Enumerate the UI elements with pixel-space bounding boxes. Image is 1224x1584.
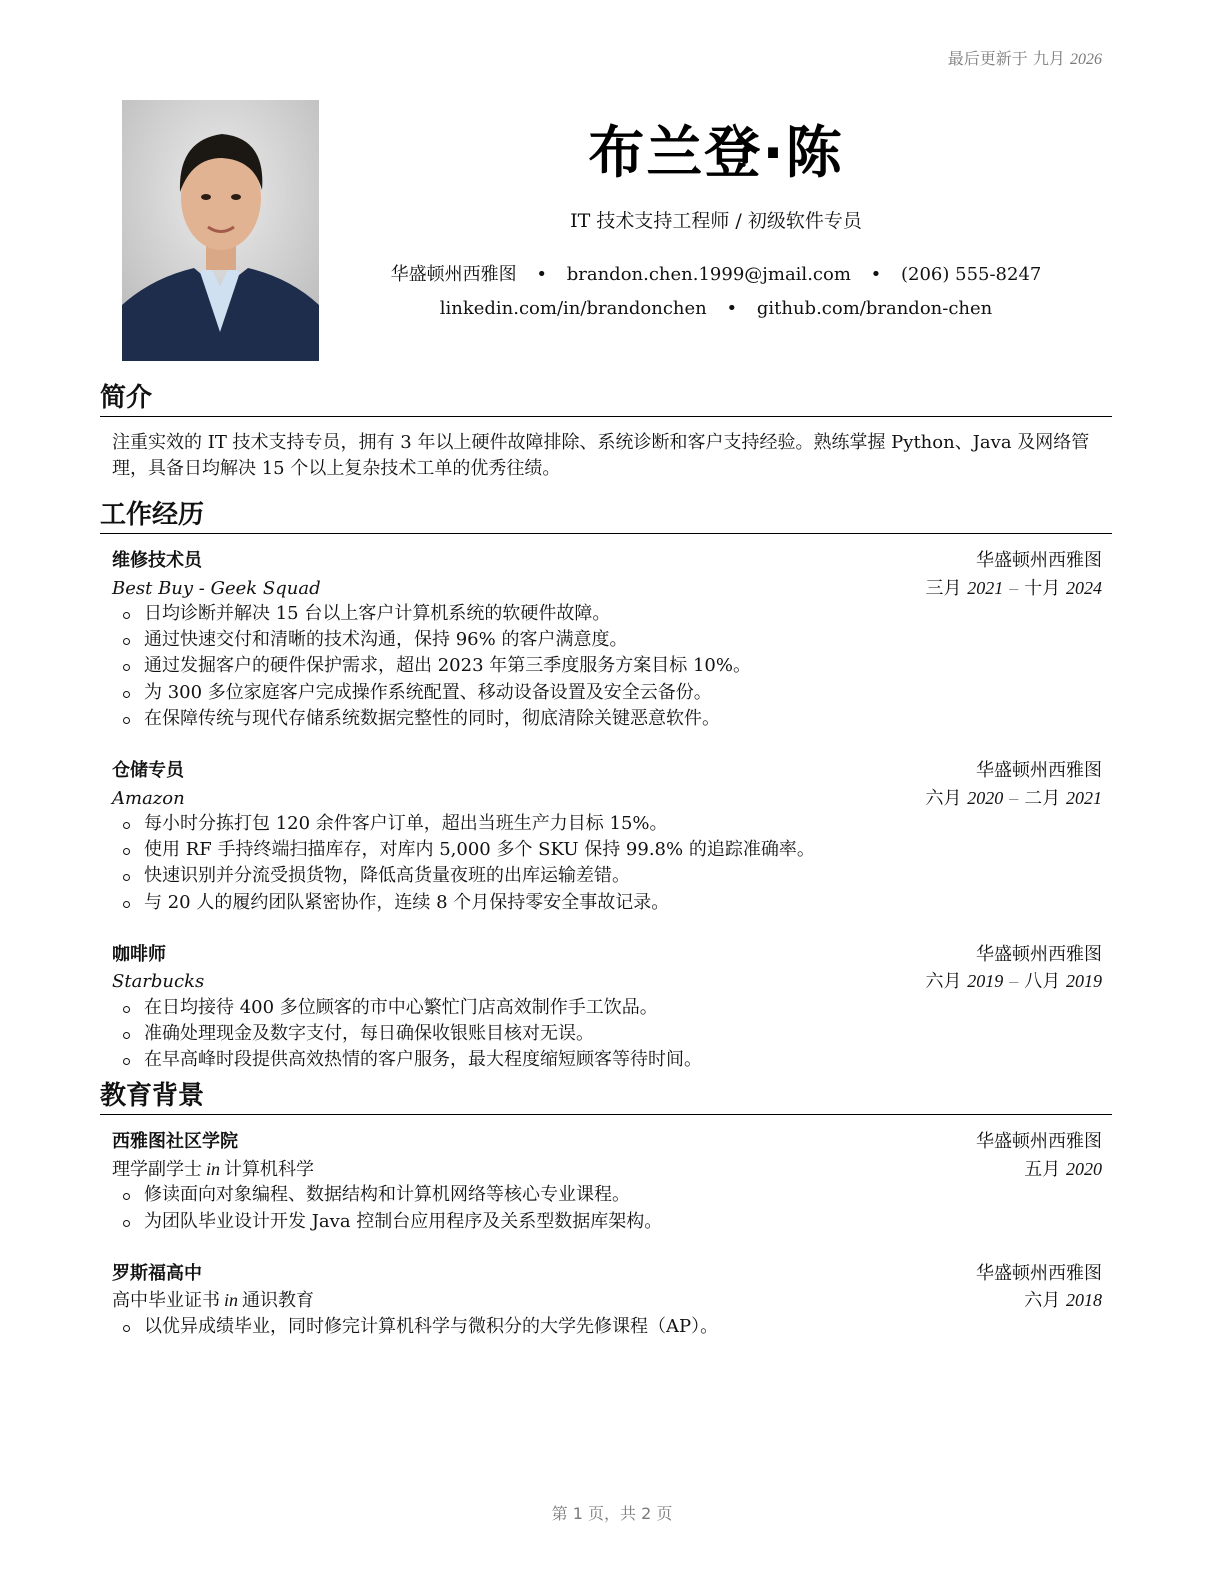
job-company: Amazon — [112, 787, 185, 809]
profile-photo — [122, 100, 319, 361]
summary-text: 注重实效的 IT 技术支持专员，拥有 3 年以上硬件故障排除、系统诊断和客户支持经验。熟练掌握 Python、Java 及网络管理，具备日均解决 15 个以上复杂技术工单的优秀往绩。 — [112, 432, 1090, 479]
experience-list — [100, 548, 1112, 1073]
job-bullets — [112, 601, 1102, 732]
bullet-item: 修读面向对象编程、数据结构和计算机网络等核心专业课程。 — [112, 1182, 1102, 1208]
experience-heading: 工作经历 — [100, 498, 1112, 534]
start-year: 2019 — [967, 971, 1004, 992]
phone-text: (206) 555-8247 — [901, 264, 1042, 285]
page-number: 第 1 页，共 2 页 — [551, 1504, 673, 1523]
bullet-item: 通过发掘客户的硬件保护需求，超出 2023 年第三季度服务方案目标 10%。 — [112, 653, 1102, 679]
linkedin-link[interactable]: linkedin.com/in/brandonchen — [439, 298, 707, 319]
school-location: 华盛顿州西雅图 — [976, 1262, 1102, 1284]
job-bullets — [112, 811, 1102, 916]
bullet-item: 与 20 人的履约团队紧密协作，连续 8 个月保持零安全事故记录。 — [112, 890, 1102, 916]
start-month: 六月 — [925, 787, 962, 809]
end-year: 2019 — [1066, 971, 1102, 992]
grad-month: 五月 — [1024, 1158, 1061, 1180]
degree-in: in — [206, 1158, 221, 1179]
degree-line — [112, 1287, 314, 1314]
summary-heading: 简介 — [100, 381, 1112, 417]
separator-dot: • — [726, 298, 738, 319]
grad-month: 六月 — [1024, 1290, 1061, 1312]
start-year: 2020 — [967, 787, 1004, 808]
job-dates: 三月 2021 – 十月 2024 — [925, 577, 1102, 599]
school-name: 罗斯福高中 — [112, 1262, 202, 1284]
last-updated-year: 2026 — [1070, 51, 1102, 68]
separator-dot: • — [536, 264, 547, 285]
start-month: 三月 — [925, 577, 962, 599]
bullet-item: 为团队毕业设计开发 Java 控制台应用程序及关系型数据库架构。 — [112, 1209, 1102, 1235]
school-name: 西雅图社区学院 — [112, 1131, 238, 1153]
candidate-title: IT 技术支持工程师 / 初级软件专员 — [570, 210, 862, 232]
end-year: 2024 — [1066, 577, 1102, 598]
end-month: 二月 — [1024, 787, 1061, 809]
job-role: 仓储专员 — [112, 760, 184, 782]
education-list — [100, 1129, 1112, 1340]
job-role: 咖啡师 — [112, 943, 166, 965]
experience-entry — [112, 758, 1102, 916]
resume-header — [330, 112, 1102, 322]
degree-field: 计算机科学 — [224, 1158, 315, 1180]
job-company: Best Buy - Geek Squad — [112, 577, 321, 599]
end-month: 八月 — [1024, 971, 1061, 993]
start-year: 2021 — [967, 577, 1004, 598]
job-bullets — [112, 995, 1102, 1074]
degree-field: 通识教育 — [242, 1290, 315, 1312]
location-text: 华盛顿州西雅图 — [390, 264, 517, 285]
bullet-item: 通过快速交付和清晰的技术沟通，保持 96% 的客户满意度。 — [112, 627, 1102, 653]
graduation-date — [1024, 1156, 1102, 1183]
job-dates: 六月 2020 – 二月 2021 — [925, 787, 1102, 809]
experience-entry — [112, 548, 1102, 732]
start-month: 六月 — [925, 971, 962, 993]
degree-in: in — [224, 1290, 239, 1311]
job-dates: 六月 2019 – 八月 2019 — [925, 971, 1102, 993]
bullet-item: 每小时分拣打包 120 余件客户订单，超出当班生产力目标 15%。 — [112, 811, 1102, 837]
school-location: 华盛顿州西雅图 — [976, 1131, 1102, 1153]
bullet-item: 使用 RF 手持终端扫描库存，对库内 5,000 多个 SKU 保持 99.8% 的追踪准确率。 — [112, 837, 1102, 863]
education-entry — [112, 1129, 1102, 1234]
degree-line — [112, 1156, 314, 1183]
job-location: 华盛顿州西雅图 — [976, 760, 1102, 782]
bullet-item: 以优异成绩毕业，同时修完计算机科学与微积分的大学先修课程（AP）。 — [112, 1314, 1102, 1340]
grad-year: 2020 — [1066, 1158, 1102, 1179]
separator-dot: • — [870, 264, 882, 285]
degree-name: 高中毕业证书 — [112, 1290, 220, 1312]
bullet-item: 准确处理现金及数字支付，每日确保收银账目核对无误。 — [112, 1021, 1102, 1047]
job-location: 华盛顿州西雅图 — [976, 943, 1102, 965]
job-company: Starbucks — [112, 971, 205, 993]
profile-photo-image — [122, 100, 319, 361]
contact-line-1 — [330, 262, 1102, 288]
job-role: 维修技术员 — [112, 550, 202, 571]
bullet-item: 在早高峰时段提供高效热情的客户服务，最大程度缩短顾客等待时间。 — [112, 1047, 1102, 1073]
job-location: 华盛顿州西雅图 — [976, 550, 1102, 571]
resume-body — [100, 381, 1112, 1340]
github-link[interactable]: github.com/brandon-chen — [756, 298, 993, 319]
last-updated-month: 九月 — [1032, 49, 1065, 68]
candidate-name: 布兰登·陈 — [588, 121, 844, 186]
contact-line-2 — [330, 296, 1102, 322]
bullet-item: 在保障传统与现代存储系统数据完整性的同时，彻底清除关键恶意软件。 — [112, 706, 1102, 732]
grad-year: 2018 — [1066, 1290, 1102, 1311]
end-year: 2021 — [1066, 787, 1102, 808]
bullet-item: 为 300 多位家庭客户完成操作系统配置、移动设备设置及安全云备份。 — [112, 680, 1102, 706]
last-updated — [948, 46, 1102, 69]
end-month: 十月 — [1024, 577, 1061, 599]
education-bullets — [112, 1314, 1102, 1340]
bullet-item: 日均诊断并解决 15 台以上客户计算机系统的软硬件故障。 — [112, 601, 1102, 627]
email-link[interactable]: brandon.chen.1999@jmail.com — [566, 264, 851, 285]
experience-entry — [112, 942, 1102, 1074]
education-bullets — [112, 1182, 1102, 1234]
education-entry — [112, 1261, 1102, 1340]
graduation-date — [1024, 1287, 1102, 1314]
bullet-item: 在日均接待 400 多位顾客的市中心繁忙门店高效制作手工饮品。 — [112, 995, 1102, 1021]
degree-name: 理学副学士 — [112, 1158, 202, 1180]
last-updated-label: 最后更新于 — [947, 49, 1028, 68]
bullet-item: 快速识别并分流受损货物，降低高货量夜班的出库运输差错。 — [112, 863, 1102, 889]
education-heading: 教育背景 — [100, 1079, 1112, 1115]
